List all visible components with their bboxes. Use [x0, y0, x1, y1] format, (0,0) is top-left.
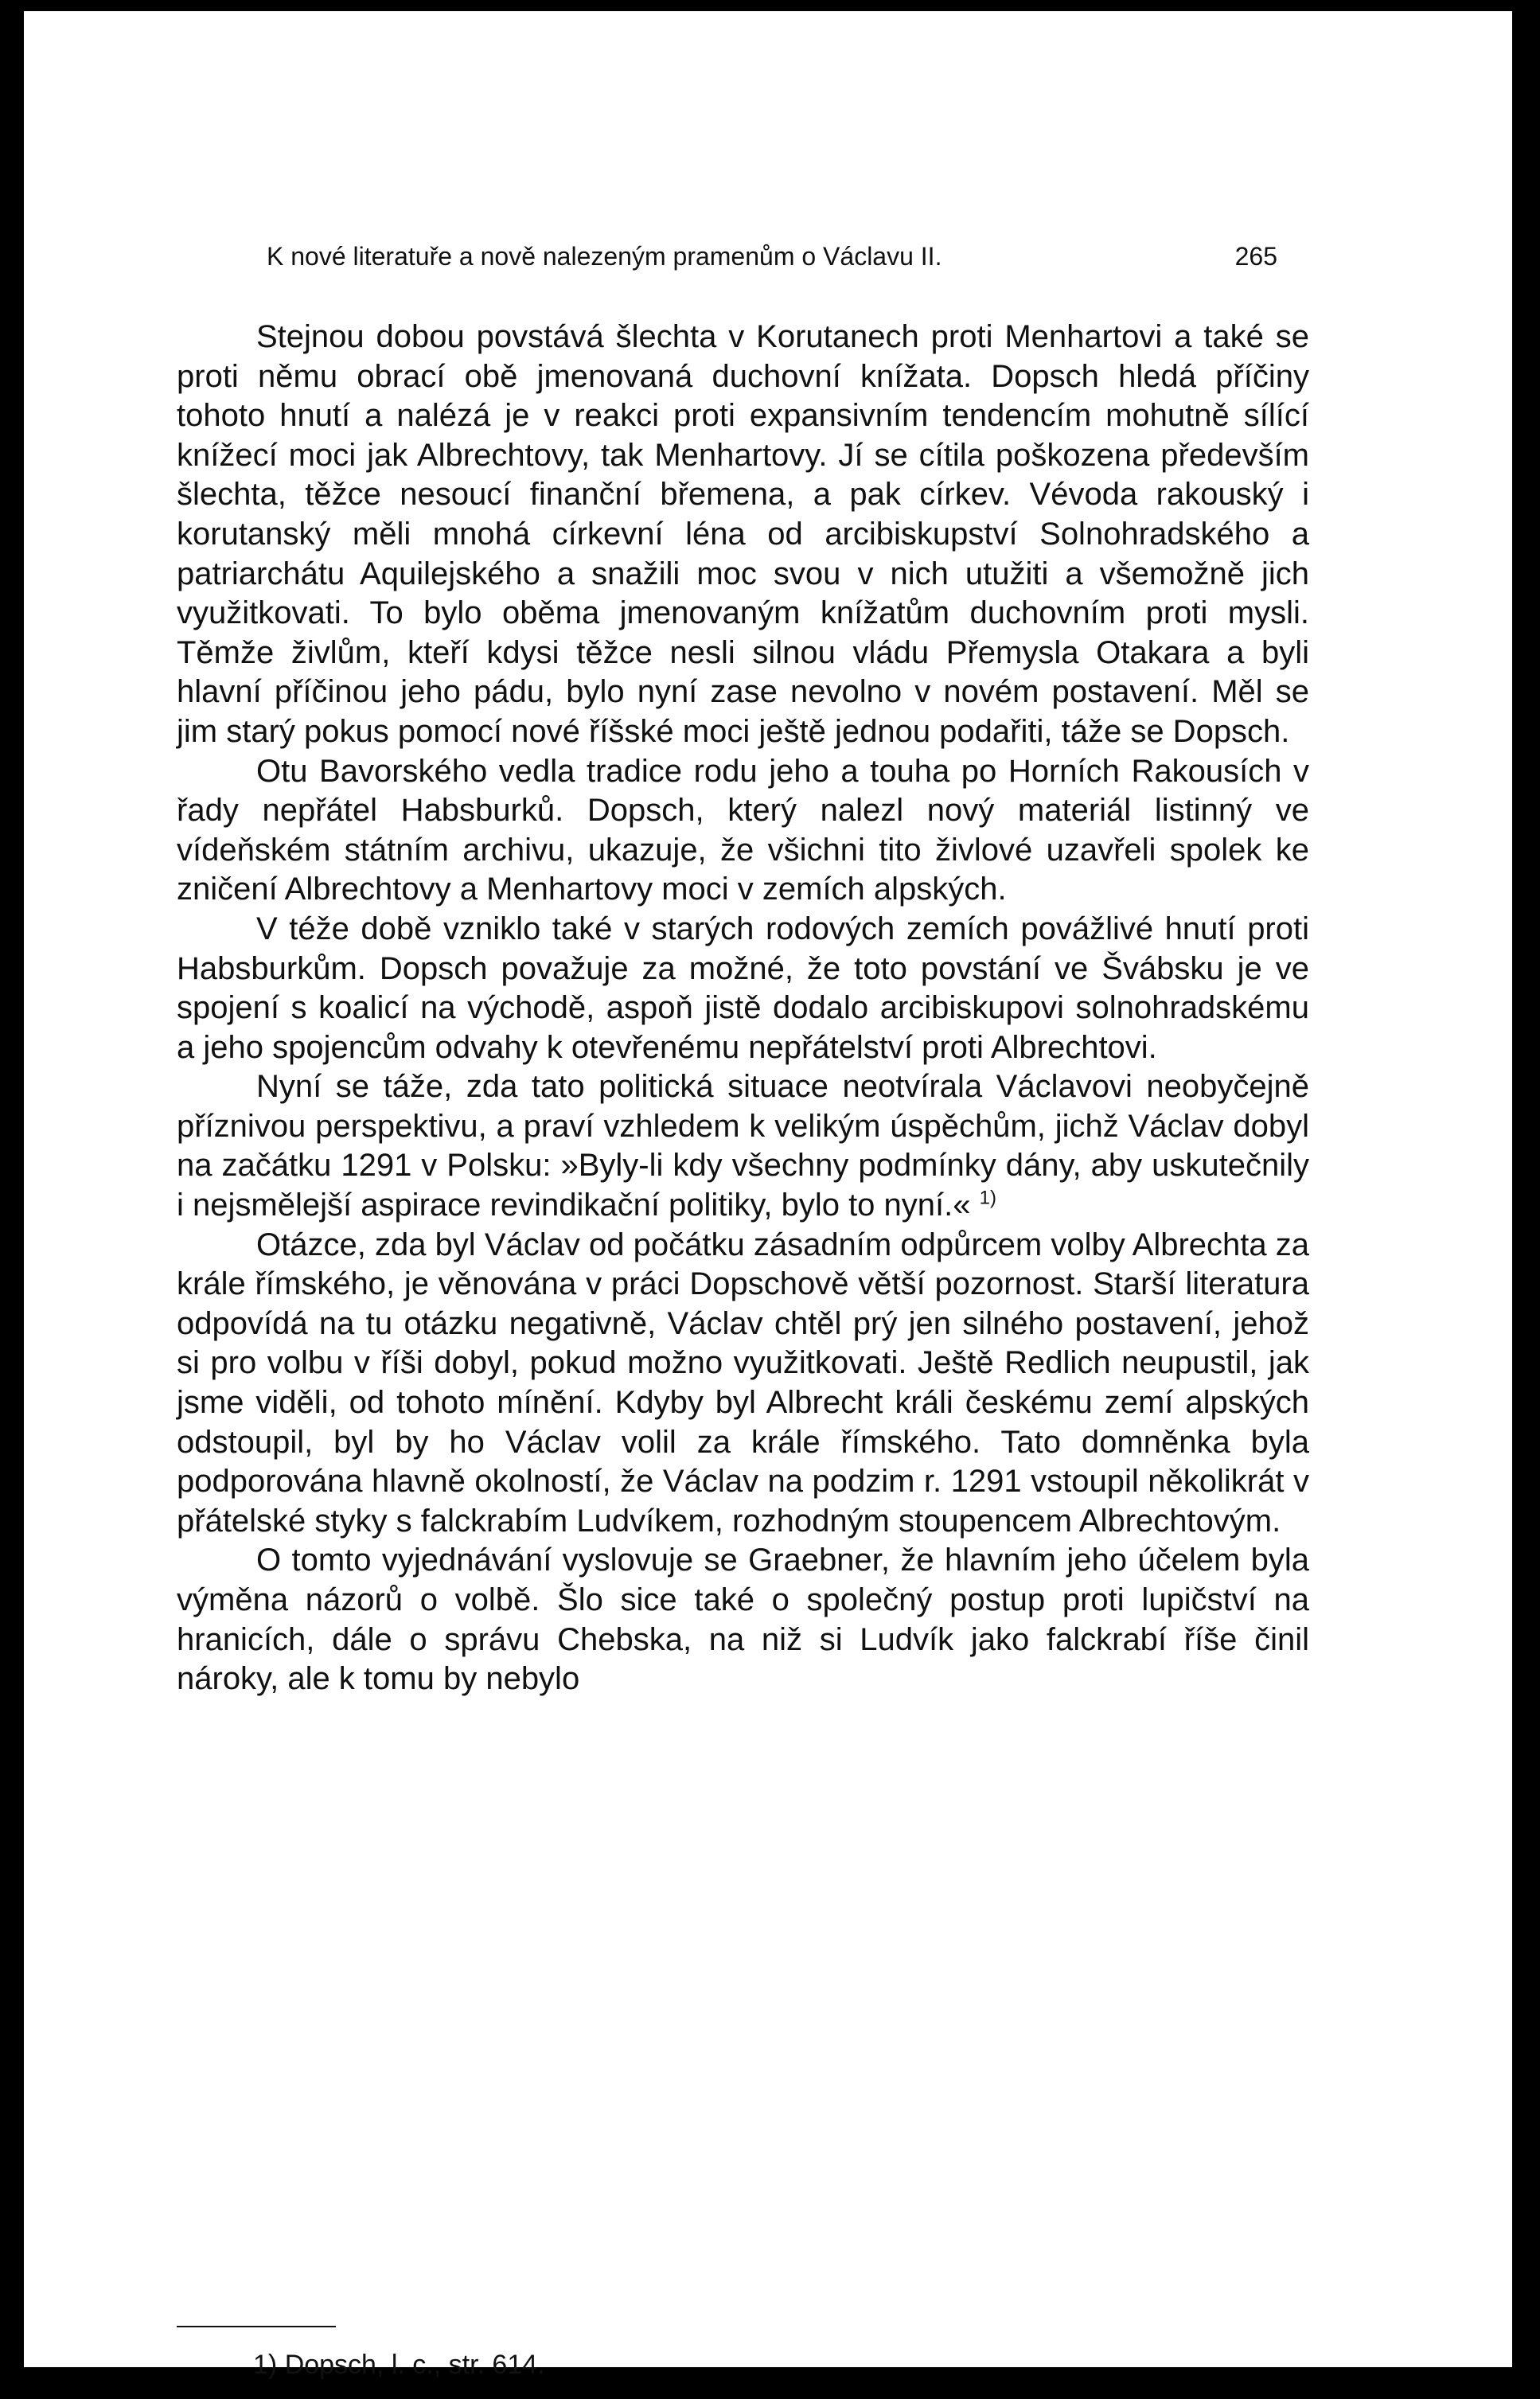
- paragraph: Stejnou dobou povstává šlechta v Korutanech proti Menhartovi a také se proti němu obrací obě jmenovaná duchovní knížata. Dopsch hledá příčiny tohoto hnutí a nalézá je v reakci proti expansivním tendencím mohutně sílící knížecí moci jak Albrechtovy, tak Menhartovy. Jí se cítila poškozena především šlechta, těžce nesoucí finanční břemena, a pak církev. Vévoda rakouský i korutanský měli mnohá církevní léna od arcibiskupství Solnohradského a patriarchátu Aquilejského a snažili moc svou v nich utužiti a všemožně jich využitkovati. To bylo oběma jmenovaným knížatům duchovním proti mysli. Těmže živlům, kteří kdysi těžce nesli silnou vládu Přemysla Otakara a byli hlavní příčinou jeho pádu, bylo nyní zase nevolno v novém postavení. Měl se jim starý pokus pomocí nové říšské moci ještě jednou podařiti, táže se Dopsch.: [177, 319, 1309, 749]
- paragraph: Otu Bavorského vedla tradice rodu jeho a touha po Horních Rakousích v řady nepřátel Habsburků. Dopsch, který nalezl nový materiál listinný ve vídeňském státním archivu, ukazuje, že všichni tito živlové uzavřeli spolek ke zničení Albrechtovy a Menhartovy moci v zemích alpských.: [177, 753, 1309, 907]
- paragraph: [177, 1067, 1309, 1225]
- running-head: [267, 240, 1277, 272]
- page-number: 265: [1234, 242, 1277, 271]
- footnote-text: Dopsch, l. c., str. 614.: [284, 2350, 545, 2380]
- paragraph-text: Nyní se táže, zda tato politická situace neotvírala Václavovi neobyčejně příznivou perspektivu, a praví vzhledem k velikým úspěchům, jichž Václav dobyl na začátku 1291 v Polsku: »Byly-li kdy všechny podmínky dány, aby uskutečnily i nejsmělejší aspirace revindikační politiky, bylo to nyní.«: [177, 1069, 1309, 1223]
- book-page: [24, 11, 1512, 2367]
- footnote-reference: 1): [979, 1187, 996, 1209]
- footnote-area: [177, 933, 1309, 997]
- paragraph: O tomto vyjednávání vyslovuje se Graebner, že hlavním jeho účelem byla výměna názorů o volbě. Šlo sice také o společný postup proti lupičství na hranicích, dále o správu Chebska, na niž si Ludvík jako falckrabí říše činil nároky, ale k tomu by nebylo: [177, 1543, 1309, 1697]
- header-title: K nové literatuře a nově nalezeným pramenům o Václavu II.: [267, 242, 942, 271]
- footnote-marker: 1): [253, 2350, 278, 2380]
- body-text: [177, 318, 1309, 1699]
- paragraph: V téže době vzniklo také v starých rodových zemích povážlivé hnutí proti Habsburkům. Dopsch považuje za možné, že toto povstání ve Švábsku je ve spojení s koalicí na východě, aspoň jistě dodalo arcibiskupovi solnohradskému a jeho spojencům odvahy k otevřenému nepřátelství proti Albrechtovi.: [177, 911, 1309, 1065]
- footnote-rule: [177, 2326, 336, 2327]
- paragraph: Otázce, zda byl Václav od počátku zásadním odpůrcem volby Albrechta za krále římského, je věnována v práci Dopschově větší pozornost. Starší literatura odpovídá na tu otázku negativně, Václav chtěl prý jen silného postavení, jehož si pro volbu v říši dobyl, pokud možno využitkovati. Ještě Redlich neupustil, jak jsme viděli, od tohoto mínění. Kdyby byl Albrecht králi českému zemí alpských odstoupil, byl by ho Václav volil za krále římského. Tato domněnka byla podporována hlavně okolností, že Václav na podzim r. 1291 vstoupil několikrát v přátelské styky s falckrabím Ludvíkem, rozhodným stoupencem Albrechtovým.: [177, 1227, 1309, 1539]
- footnote: [253, 2348, 545, 2381]
